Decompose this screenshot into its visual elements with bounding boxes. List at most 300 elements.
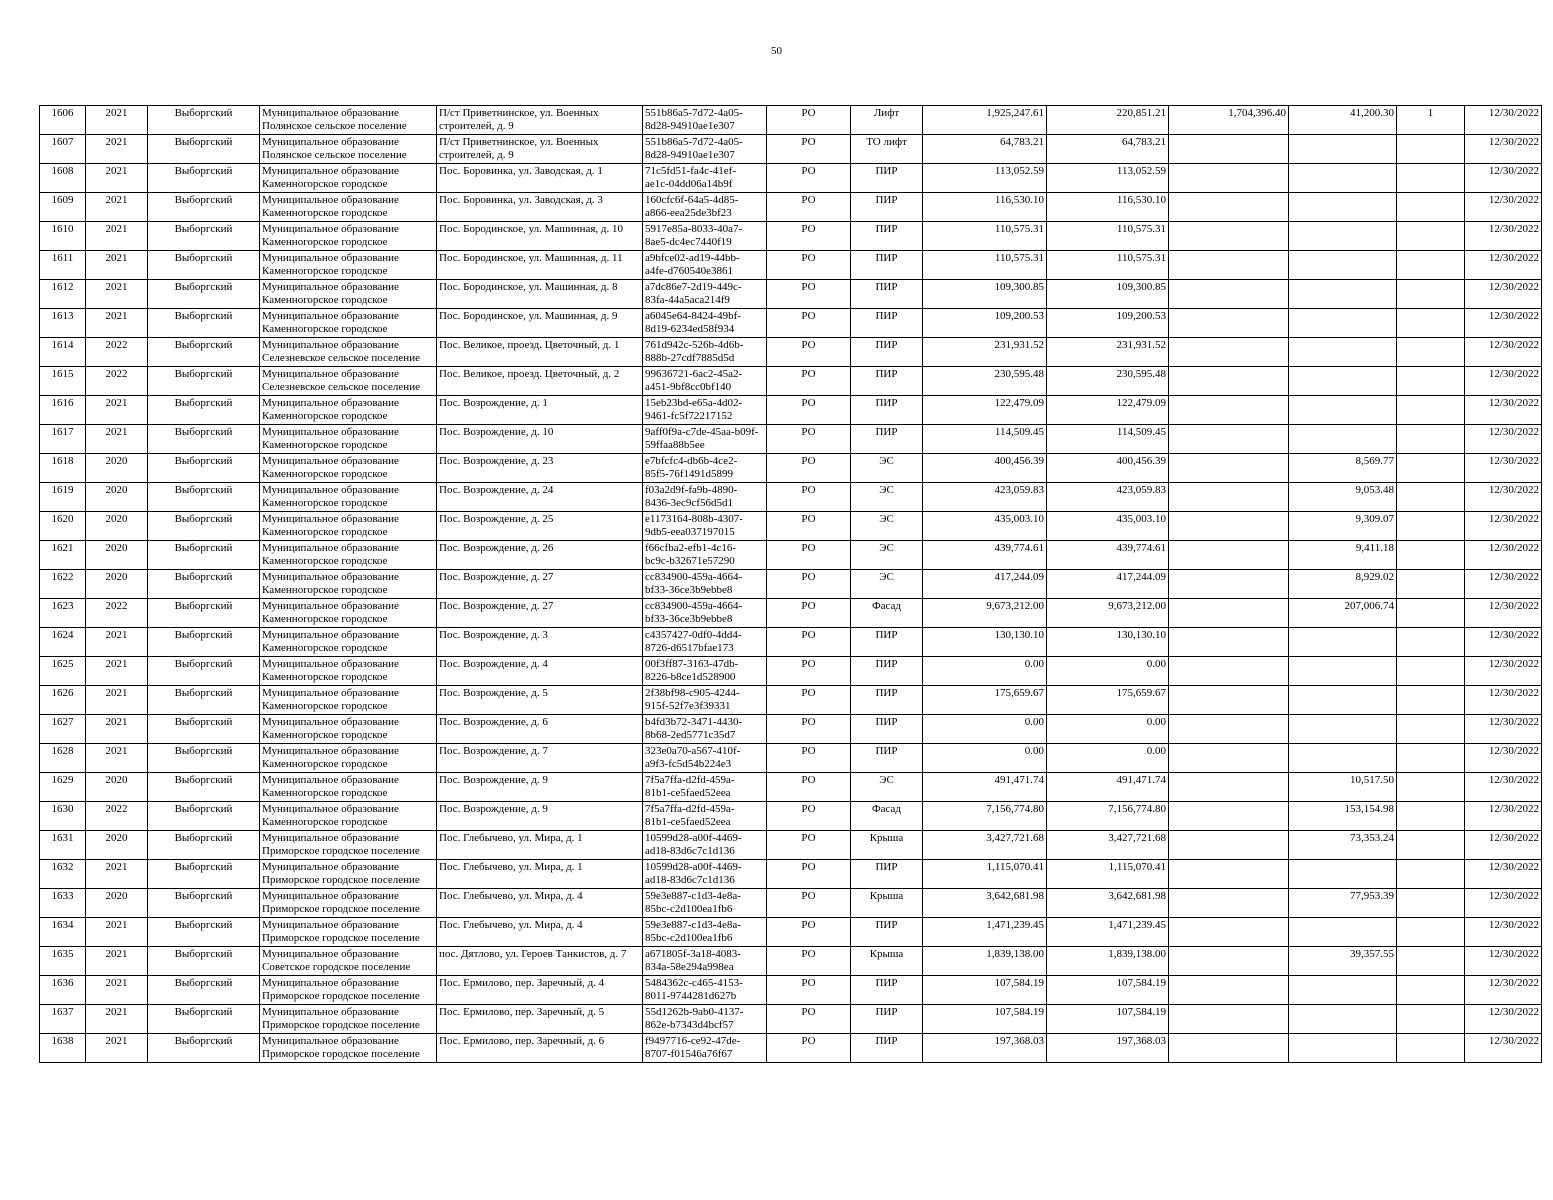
- work-type-cell: Фасад: [851, 599, 923, 628]
- municipality-line: Муниципальное образование: [262, 861, 399, 873]
- municipality-line: Муниципальное образование: [262, 774, 399, 786]
- fund-cost-cell: 220,851.21: [1047, 106, 1169, 135]
- guid-line: 83fa-44a5aca214f9: [645, 294, 730, 306]
- row-number-cell: 1624: [40, 628, 86, 657]
- total-cost-cell: 491,471.74: [923, 773, 1047, 802]
- table-row: [40, 425, 1542, 454]
- table-row: [40, 541, 1542, 570]
- guid-cell: [643, 1005, 767, 1034]
- total-cost-cell: 7,156,774.80: [923, 802, 1047, 831]
- total-cost-cell: 3,427,721.68: [923, 831, 1047, 860]
- district-cell: Выборгский: [148, 338, 260, 367]
- table-row: [40, 715, 1542, 744]
- work-type-cell: ПИР: [851, 744, 923, 773]
- year-cell: 2021: [86, 135, 148, 164]
- work-type-cell: ПИР: [851, 280, 923, 309]
- date-cell: 12/30/2022: [1465, 802, 1542, 831]
- address-cell: [437, 802, 643, 831]
- municipality-line: Муниципальное образование: [262, 716, 399, 728]
- subsidy-cost-cell: [1169, 570, 1289, 599]
- address-line: Пос. Бородинское, ул. Машинная, д. 8: [439, 281, 618, 293]
- program-type-cell: РО: [767, 889, 851, 918]
- guid-line: 8011-9744281d627b: [645, 990, 737, 1002]
- municipality-line: Муниципальное образование: [262, 426, 399, 438]
- row-number-cell: 1638: [40, 1034, 86, 1063]
- address-line: Пос. Глебычево, ул. Мира, д. 4: [439, 890, 583, 902]
- control-cost-cell: [1289, 251, 1397, 280]
- guid-line: f03a2d9f-fa9b-4890-: [645, 484, 738, 496]
- subsidy-cost-cell: [1169, 164, 1289, 193]
- table-row: [40, 773, 1542, 802]
- work-type-cell: ПИР: [851, 918, 923, 947]
- address-cell: [437, 164, 643, 193]
- guid-cell: [643, 338, 767, 367]
- work-type-cell: ПИР: [851, 193, 923, 222]
- address-line: Пос. Бородинское, ул. Машинная, д. 10: [439, 223, 623, 235]
- total-cost-cell: 1,115,070.41: [923, 860, 1047, 889]
- work-type-cell: ПИР: [851, 222, 923, 251]
- date-cell: 12/30/2022: [1465, 947, 1542, 976]
- count-cell: 1: [1397, 106, 1465, 135]
- row-number-cell: 1625: [40, 657, 86, 686]
- date-cell: 12/30/2022: [1465, 251, 1542, 280]
- municipality-line: Каменногорское городское: [262, 410, 388, 422]
- table-row: [40, 309, 1542, 338]
- municipality-line: Каменногорское городское: [262, 787, 388, 799]
- count-cell: [1397, 425, 1465, 454]
- municipality-cell: [260, 454, 437, 483]
- guid-line: 551b86a5-7d72-4a05-: [645, 107, 743, 119]
- work-type-cell: ЭС: [851, 570, 923, 599]
- municipality-line: Муниципальное образование: [262, 107, 399, 119]
- guid-line: ad18-83d6c7c1d136: [645, 845, 735, 857]
- count-cell: [1397, 251, 1465, 280]
- count-cell: [1397, 454, 1465, 483]
- year-cell: 2021: [86, 280, 148, 309]
- district-cell: Выборгский: [148, 280, 260, 309]
- guid-line: a4fe-d760540e3861: [645, 265, 733, 277]
- date-cell: 12/30/2022: [1465, 135, 1542, 164]
- municipality-line: Приморское городское поселение: [262, 874, 420, 886]
- control-cost-cell: 73,353.24: [1289, 831, 1397, 860]
- subsidy-cost-cell: [1169, 947, 1289, 976]
- year-cell: 2021: [86, 106, 148, 135]
- count-cell: [1397, 541, 1465, 570]
- control-cost-cell: [1289, 222, 1397, 251]
- address-cell: [437, 483, 643, 512]
- address-cell: [437, 396, 643, 425]
- address-line: Пос. Боровинка, ул. Заводская, д. 1: [439, 165, 603, 177]
- address-cell: [437, 135, 643, 164]
- count-cell: [1397, 193, 1465, 222]
- subsidy-cost-cell: [1169, 541, 1289, 570]
- guid-cell: [643, 483, 767, 512]
- row-number-cell: 1614: [40, 338, 86, 367]
- guid-line: 8436-3ec9cf56d5d1: [645, 497, 733, 509]
- work-type-cell: ПИР: [851, 715, 923, 744]
- row-number-cell: 1628: [40, 744, 86, 773]
- municipality-line: Каменногорское городское: [262, 265, 388, 277]
- guid-line: 59ffaa88b5ee: [645, 439, 705, 451]
- table-row: [40, 454, 1542, 483]
- municipality-line: Муниципальное образование: [262, 687, 399, 699]
- municipality-line: Селезневское сельское поселение: [262, 381, 420, 393]
- guid-cell: [643, 976, 767, 1005]
- district-cell: Выборгский: [148, 193, 260, 222]
- guid-line: 10599d28-a00f-4469-: [645, 861, 742, 873]
- district-cell: Выборгский: [148, 222, 260, 251]
- municipality-cell: [260, 280, 437, 309]
- control-cost-cell: [1289, 164, 1397, 193]
- table-row: [40, 628, 1542, 657]
- date-cell: 12/30/2022: [1465, 889, 1542, 918]
- guid-line: 915f-52f7e3f39331: [645, 700, 731, 712]
- district-cell: Выборгский: [148, 106, 260, 135]
- year-cell: 2021: [86, 1005, 148, 1034]
- fund-cost-cell: 231,931.52: [1047, 338, 1169, 367]
- municipality-line: Каменногорское городское: [262, 497, 388, 509]
- guid-line: b4fd3b72-3471-4430-: [645, 716, 743, 728]
- row-number-cell: 1622: [40, 570, 86, 599]
- municipality-line: Муниципальное образование: [262, 339, 399, 351]
- program-type-cell: РО: [767, 541, 851, 570]
- fund-cost-cell: 423,059.83: [1047, 483, 1169, 512]
- fund-cost-cell: 197,368.03: [1047, 1034, 1169, 1063]
- work-type-cell: ЭС: [851, 512, 923, 541]
- guid-cell: [643, 193, 767, 222]
- table-row: [40, 280, 1542, 309]
- control-cost-cell: [1289, 338, 1397, 367]
- year-cell: 2021: [86, 628, 148, 657]
- district-cell: Выборгский: [148, 715, 260, 744]
- municipality-line: Муниципальное образование: [262, 252, 399, 264]
- table-row: [40, 193, 1542, 222]
- address-cell: [437, 1005, 643, 1034]
- count-cell: [1397, 483, 1465, 512]
- year-cell: 2021: [86, 976, 148, 1005]
- control-cost-cell: [1289, 367, 1397, 396]
- guid-line: 59e3e887-c1d3-4e8a-: [645, 919, 741, 931]
- guid-line: f9497716-ce92-47de-: [645, 1035, 741, 1047]
- year-cell: 2022: [86, 599, 148, 628]
- guid-line: a7dc86e7-2d19-449c-: [645, 281, 742, 293]
- total-cost-cell: 3,642,681.98: [923, 889, 1047, 918]
- subsidy-cost-cell: [1169, 425, 1289, 454]
- address-cell: [437, 338, 643, 367]
- guid-cell: [643, 860, 767, 889]
- district-cell: Выборгский: [148, 657, 260, 686]
- program-type-cell: РО: [767, 744, 851, 773]
- district-cell: Выборгский: [148, 860, 260, 889]
- district-cell: Выборгский: [148, 483, 260, 512]
- count-cell: [1397, 512, 1465, 541]
- fund-cost-cell: 3,427,721.68: [1047, 831, 1169, 860]
- guid-line: bf33-36ce3b9ebbe8: [645, 613, 733, 625]
- date-cell: 12/30/2022: [1465, 396, 1542, 425]
- year-cell: 2021: [86, 425, 148, 454]
- row-number-cell: 1615: [40, 367, 86, 396]
- address-line: Пос. Возрождение, д. 5: [439, 687, 548, 699]
- program-type-cell: РО: [767, 1005, 851, 1034]
- district-cell: Выборгский: [148, 135, 260, 164]
- municipality-line: Приморское городское поселение: [262, 1048, 420, 1060]
- address-cell: [437, 570, 643, 599]
- table-row: [40, 1034, 1542, 1063]
- guid-cell: [643, 628, 767, 657]
- guid-line: 8226-b8ce1d528900: [645, 671, 736, 683]
- total-cost-cell: 1,839,138.00: [923, 947, 1047, 976]
- control-cost-cell: [1289, 744, 1397, 773]
- count-cell: [1397, 309, 1465, 338]
- municipality-cell: [260, 889, 437, 918]
- municipality-cell: [260, 309, 437, 338]
- year-cell: 2020: [86, 889, 148, 918]
- district-cell: Выборгский: [148, 947, 260, 976]
- year-cell: 2020: [86, 483, 148, 512]
- year-cell: 2021: [86, 744, 148, 773]
- count-cell: [1397, 976, 1465, 1005]
- guid-cell: [643, 251, 767, 280]
- municipality-line: Муниципальное образование: [262, 919, 399, 931]
- subsidy-cost-cell: [1169, 831, 1289, 860]
- address-line: Пос. Великое, проезд. Цветочный, д. 1: [439, 339, 620, 351]
- subsidy-cost-cell: [1169, 889, 1289, 918]
- row-number-cell: 1627: [40, 715, 86, 744]
- guid-cell: [643, 512, 767, 541]
- guid-cell: [643, 1034, 767, 1063]
- municipality-line: Каменногорское городское: [262, 526, 388, 538]
- table-row: [40, 744, 1542, 773]
- guid-cell: [643, 454, 767, 483]
- address-cell: [437, 831, 643, 860]
- address-line: Пос. Возрождение, д. 27: [439, 600, 554, 612]
- program-type-cell: РО: [767, 976, 851, 1005]
- guid-cell: [643, 744, 767, 773]
- municipality-cell: [260, 744, 437, 773]
- year-cell: 2020: [86, 454, 148, 483]
- control-cost-cell: [1289, 309, 1397, 338]
- control-cost-cell: [1289, 280, 1397, 309]
- municipality-cell: [260, 657, 437, 686]
- municipality-line: Каменногорское городское: [262, 555, 388, 567]
- control-cost-cell: 77,953.39: [1289, 889, 1397, 918]
- total-cost-cell: 114,509.45: [923, 425, 1047, 454]
- municipality-cell: [260, 860, 437, 889]
- address-line: Пос. Глебычево, ул. Мира, д. 1: [439, 861, 583, 873]
- subsidy-cost-cell: [1169, 744, 1289, 773]
- municipality-line: Муниципальное образование: [262, 455, 399, 467]
- control-cost-cell: [1289, 860, 1397, 889]
- district-cell: Выборгский: [148, 628, 260, 657]
- fund-cost-cell: 110,575.31: [1047, 251, 1169, 280]
- work-type-cell: Фасад: [851, 802, 923, 831]
- municipality-line: Советское городское поселение: [262, 961, 411, 973]
- district-cell: Выборгский: [148, 599, 260, 628]
- count-cell: [1397, 947, 1465, 976]
- guid-line: a866-eea25de3bf23: [645, 207, 732, 219]
- municipality-line: Муниципальное образование: [262, 803, 399, 815]
- municipality-cell: [260, 512, 437, 541]
- municipality-cell: [260, 918, 437, 947]
- address-cell: [437, 1034, 643, 1063]
- fund-cost-cell: 116,530.10: [1047, 193, 1169, 222]
- work-type-cell: ПИР: [851, 628, 923, 657]
- row-number-cell: 1629: [40, 773, 86, 802]
- municipality-line: Каменногорское городское: [262, 468, 388, 480]
- municipality-line: Каменногорское городское: [262, 729, 388, 741]
- address-line: Пос. Великое, проезд. Цветочный, д. 2: [439, 368, 620, 380]
- year-cell: 2021: [86, 686, 148, 715]
- control-cost-cell: [1289, 976, 1397, 1005]
- date-cell: 12/30/2022: [1465, 106, 1542, 135]
- municipality-line: Приморское городское поселение: [262, 1019, 420, 1031]
- table-row: [40, 599, 1542, 628]
- address-line: Пос. Ермилово, пер. Заречный, д. 5: [439, 1006, 605, 1018]
- total-cost-cell: 113,052.59: [923, 164, 1047, 193]
- address-cell: [437, 309, 643, 338]
- subsidy-cost-cell: [1169, 251, 1289, 280]
- address-cell: [437, 512, 643, 541]
- total-cost-cell: 175,659.67: [923, 686, 1047, 715]
- row-number-cell: 1613: [40, 309, 86, 338]
- district-cell: Выборгский: [148, 541, 260, 570]
- date-cell: 12/30/2022: [1465, 976, 1542, 1005]
- row-number-cell: 1607: [40, 135, 86, 164]
- municipality-cell: [260, 715, 437, 744]
- total-cost-cell: 109,300.85: [923, 280, 1047, 309]
- guid-cell: [643, 367, 767, 396]
- total-cost-cell: 439,774.61: [923, 541, 1047, 570]
- guid-line: bc9c-b32671e57290: [645, 555, 735, 567]
- row-number-cell: 1632: [40, 860, 86, 889]
- total-cost-cell: 230,595.48: [923, 367, 1047, 396]
- table-row: [40, 135, 1542, 164]
- program-type-cell: РО: [767, 918, 851, 947]
- date-cell: 12/30/2022: [1465, 164, 1542, 193]
- control-cost-cell: 153,154.98: [1289, 802, 1397, 831]
- address-line: Пос. Возрождение, д. 26: [439, 542, 554, 554]
- municipality-line: Муниципальное образование: [262, 658, 399, 670]
- date-cell: 12/30/2022: [1465, 773, 1542, 802]
- date-cell: 12/30/2022: [1465, 512, 1542, 541]
- guid-cell: [643, 309, 767, 338]
- guid-line: 8726-d6517bfae173: [645, 642, 734, 654]
- municipality-line: Муниципальное образование: [262, 745, 399, 757]
- program-type-cell: РО: [767, 222, 851, 251]
- municipality-line: Приморское городское поселение: [262, 990, 420, 1002]
- control-cost-cell: 9,411.18: [1289, 541, 1397, 570]
- row-number-cell: 1616: [40, 396, 86, 425]
- address-cell: [437, 628, 643, 657]
- table-row: [40, 802, 1542, 831]
- guid-line: 834a-58e294a998ea: [645, 961, 734, 973]
- guid-line: 862e-b7343d4bcf57: [645, 1019, 734, 1031]
- count-cell: [1397, 831, 1465, 860]
- control-cost-cell: [1289, 628, 1397, 657]
- work-type-cell: ЭС: [851, 454, 923, 483]
- municipality-line: Муниципальное образование: [262, 223, 399, 235]
- program-type-cell: РО: [767, 715, 851, 744]
- municipality-cell: [260, 570, 437, 599]
- program-type-cell: РО: [767, 860, 851, 889]
- total-cost-cell: 435,003.10: [923, 512, 1047, 541]
- guid-line: ae1c-04dd06a14b9f: [645, 178, 733, 190]
- guid-line: bf33-36ce3b9ebbe8: [645, 584, 733, 596]
- fund-cost-cell: 1,471,239.45: [1047, 918, 1169, 947]
- guid-cell: [643, 396, 767, 425]
- program-type-cell: РО: [767, 309, 851, 338]
- subsidy-cost-cell: [1169, 338, 1289, 367]
- program-type-cell: РО: [767, 367, 851, 396]
- row-number-cell: 1611: [40, 251, 86, 280]
- district-cell: Выборгский: [148, 976, 260, 1005]
- guid-cell: [643, 715, 767, 744]
- date-cell: 12/30/2022: [1465, 541, 1542, 570]
- count-cell: [1397, 889, 1465, 918]
- date-cell: 12/30/2022: [1465, 338, 1542, 367]
- work-type-cell: ПИР: [851, 1034, 923, 1063]
- date-cell: 12/30/2022: [1465, 715, 1542, 744]
- municipality-cell: [260, 599, 437, 628]
- address-line: Пос. Возрождение, д. 25: [439, 513, 554, 525]
- table-row: [40, 918, 1542, 947]
- control-cost-cell: [1289, 1034, 1397, 1063]
- municipality-cell: [260, 164, 437, 193]
- control-cost-cell: [1289, 1005, 1397, 1034]
- municipality-cell: [260, 106, 437, 135]
- program-type-cell: РО: [767, 483, 851, 512]
- subsidy-cost-cell: [1169, 512, 1289, 541]
- count-cell: [1397, 135, 1465, 164]
- address-cell: [437, 860, 643, 889]
- address-cell: [437, 889, 643, 918]
- program-type-cell: РО: [767, 251, 851, 280]
- work-type-cell: ПИР: [851, 860, 923, 889]
- date-cell: 12/30/2022: [1465, 309, 1542, 338]
- address-cell: [437, 193, 643, 222]
- municipality-cell: [260, 628, 437, 657]
- table-row: [40, 570, 1542, 599]
- address-cell: [437, 280, 643, 309]
- total-cost-cell: 110,575.31: [923, 251, 1047, 280]
- year-cell: 2022: [86, 802, 148, 831]
- total-cost-cell: 107,584.19: [923, 1005, 1047, 1034]
- work-type-cell: ПИР: [851, 686, 923, 715]
- count-cell: [1397, 686, 1465, 715]
- address-line: Пос. Возрождение, д. 9: [439, 774, 548, 786]
- count-cell: [1397, 628, 1465, 657]
- row-number-cell: 1626: [40, 686, 86, 715]
- guid-cell: [643, 802, 767, 831]
- guid-line: c4357427-0df0-4dd4-: [645, 629, 742, 641]
- address-cell: [437, 657, 643, 686]
- total-cost-cell: 197,368.03: [923, 1034, 1047, 1063]
- date-cell: 12/30/2022: [1465, 918, 1542, 947]
- address-line: строителей, д. 9: [439, 149, 514, 161]
- table-row: [40, 889, 1542, 918]
- municipality-line: Каменногорское городское: [262, 613, 388, 625]
- municipality-line: Каменногорское городское: [262, 758, 388, 770]
- guid-line: 10599d28-a00f-4469-: [645, 832, 742, 844]
- total-cost-cell: 130,130.10: [923, 628, 1047, 657]
- date-cell: 12/30/2022: [1465, 193, 1542, 222]
- address-line: Пос. Возрождение, д. 3: [439, 629, 548, 641]
- row-number-cell: 1612: [40, 280, 86, 309]
- year-cell: 2022: [86, 367, 148, 396]
- row-number-cell: 1610: [40, 222, 86, 251]
- municipality-line: Каменногорское городское: [262, 700, 388, 712]
- guid-cell: [643, 280, 767, 309]
